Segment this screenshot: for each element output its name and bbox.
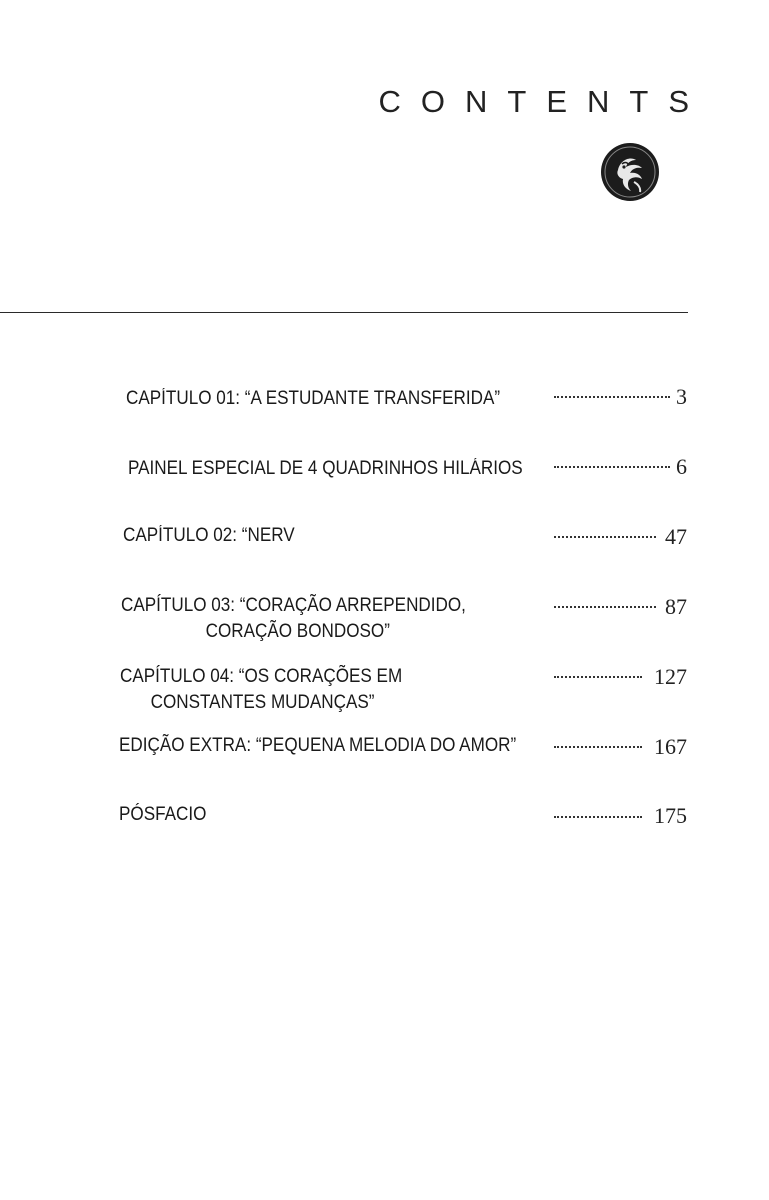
toc-page-number: 167 — [654, 734, 687, 759]
dot-leader — [554, 392, 670, 398]
page-title: CONTENTS — [378, 84, 709, 119]
toc-page-number: 6 — [676, 454, 687, 479]
toc-page-number: 127 — [654, 664, 687, 689]
toc-entry-title-line-1: CAPÍTULO 04: “OS CORAÇÕES EM — [120, 666, 403, 687]
dot-leader — [554, 742, 642, 748]
dot-leader — [554, 532, 656, 538]
toc-page-number: 47 — [665, 524, 687, 549]
toc-page-number: 87 — [665, 594, 687, 619]
toc-page-number: 3 — [676, 384, 687, 409]
toc-entry-chapter-01[interactable] — [126, 386, 500, 412]
divider-line — [0, 312, 688, 313]
dot-leader — [554, 812, 642, 818]
toc-page-number: 175 — [654, 803, 687, 828]
toc-entry-chapter-02[interactable] — [123, 523, 295, 549]
dot-leader — [554, 672, 642, 678]
toc-entry-title: EDIÇÃO EXTRA: “PEQUENA MELODIA DO AMOR” — [119, 735, 517, 756]
toc-entry-extra-edition[interactable] — [119, 733, 516, 759]
toc-entry-title: PÓSFACIO — [119, 804, 207, 825]
toc-entry-chapter-04[interactable] — [120, 664, 402, 716]
toc-entry-special-panel[interactable] — [128, 456, 523, 482]
toc-entry-title-line-1: CAPÍTULO 03: “CORAÇÃO ARREPENDIDO, — [121, 595, 466, 616]
dot-leader — [554, 462, 670, 468]
toc-entry-title: CAPÍTULO 01: “A ESTUDANTE TRANSFERIDA” — [126, 388, 501, 409]
phoenix-emblem-icon — [600, 142, 660, 202]
toc-entry-title-line-2: CONSTANTES MUDANÇAS” — [150, 692, 375, 713]
toc-entry-title: PAINEL ESPECIAL DE 4 QUADRINHOS HILÁRIOS — [128, 458, 523, 479]
toc-entry-chapter-03[interactable] — [121, 593, 466, 645]
toc-entry-afterword[interactable] — [119, 802, 206, 828]
toc-entry-title-line-2: CORAÇÃO BONDOSO” — [205, 621, 390, 642]
dot-leader — [554, 602, 656, 608]
toc-entry-title: CAPÍTULO 02: “NERV — [123, 525, 295, 546]
